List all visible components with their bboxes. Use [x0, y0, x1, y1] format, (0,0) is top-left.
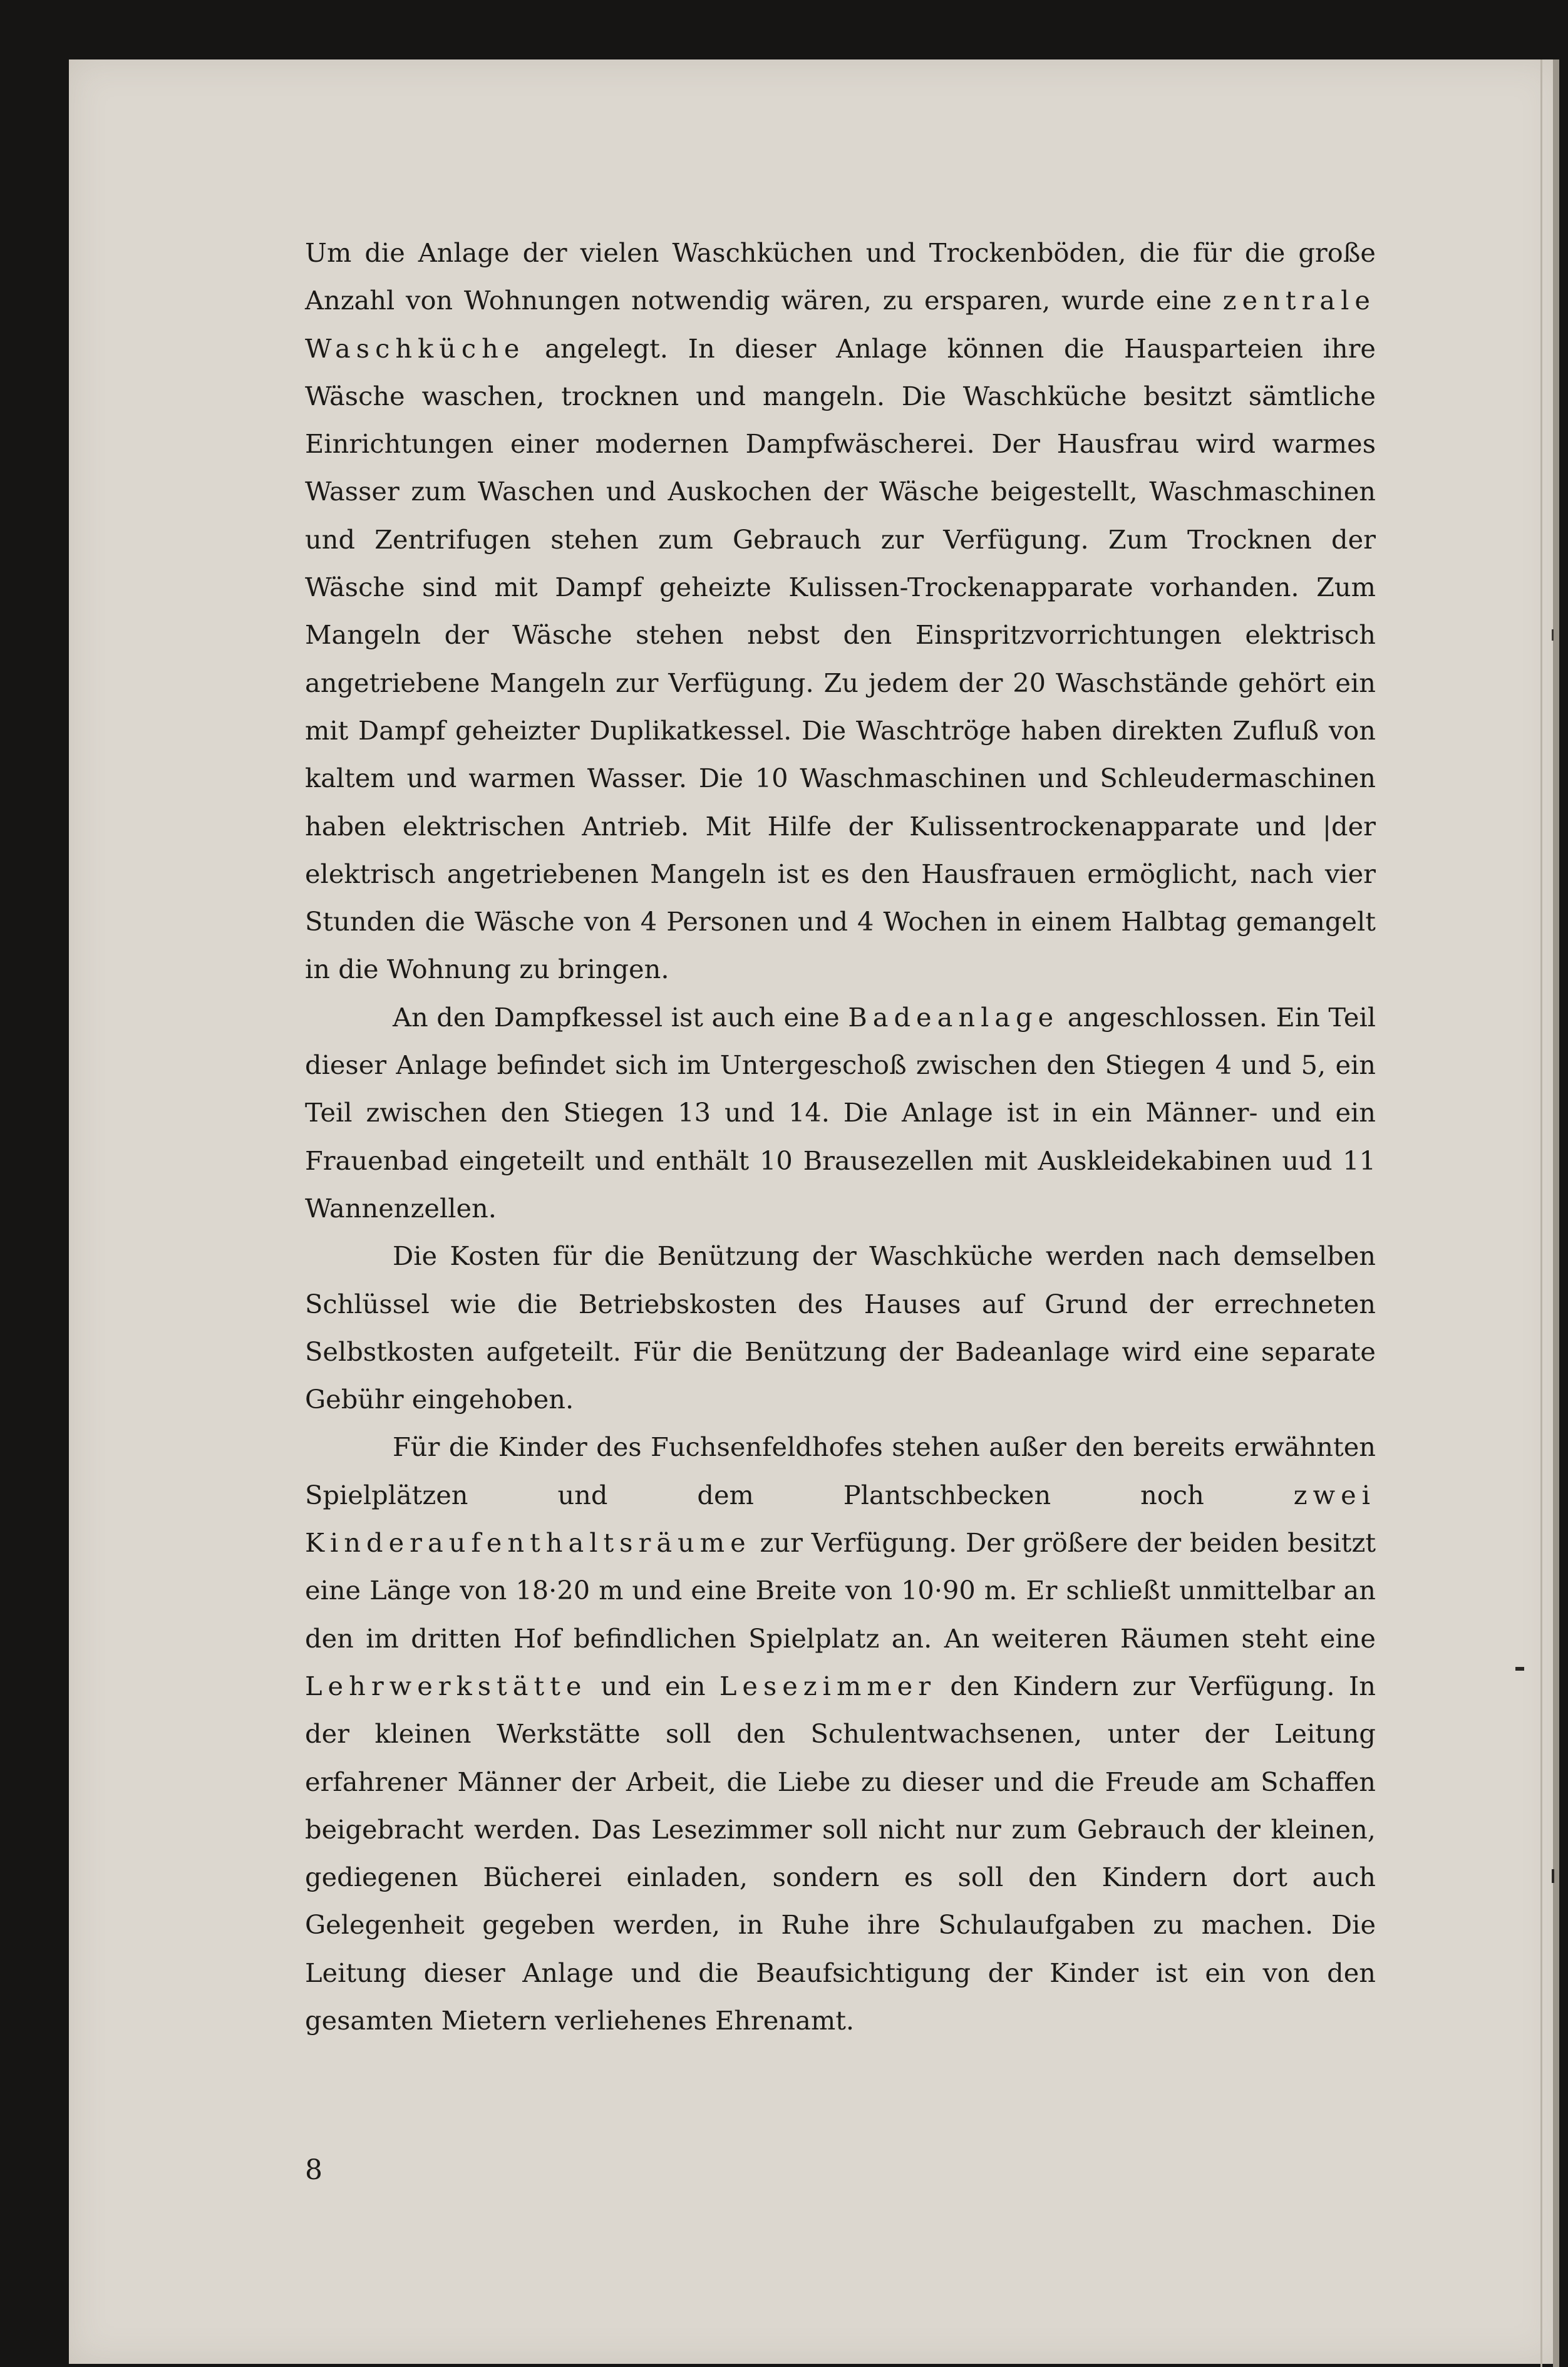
page-edge: [1553, 59, 1559, 2367]
text-run: An den Dampfkessel ist auch eine: [393, 1001, 848, 1033]
text-run: und ein: [587, 1670, 720, 1701]
margin-mark-dash: [1515, 1667, 1524, 1671]
text-run: Um die Anlage der vielen Waschküchen und Trockenböden, die für die große Anzahl von Wohnungen notwendig wären, zu ersparen, wurde eine: [305, 237, 1376, 316]
spaced-emphasis: Badeanlage: [848, 1001, 1060, 1033]
text-run: angelegt. In dieser Anlage können die Hausparteien ihre Wäsche waschen, trocknen und mangeln. Die Waschküche besitzt sämtliche Einrichtungen einer modernen Dampfwäscherei. Der Hausfrau wird warmes Wasser zum Waschen und Auskochen der Wäsche beigestellt, Waschmaschinen und Zentrifugen stehen zum Gebrauch zur Verfügung. Zum Trocknen der Wäsche sind mit Dampf geheizte Kulissen-Trockenapparate vorhanden. Zum Mangeln der Wäsche stehen nebst den Einspritzvorrichtungen elektrisch angetriebene Mangeln zur Verfügung. Zu jedem der 20 Waschstände gehört ein mit Dampf geheizter Duplikatkessel. Die Waschtröge haben direkten Zufluß von kaltem und warmen Wasser. Die 10 Waschmaschinen und Schleudermaschinen haben elektrischen Antrieb. Mit Hilfe der Kulissentrockenapparate und |der elektrisch angetriebenen Mangeln ist es den Hausfrauen ermöglicht, nach vier Stunden die Wäsche von 4 Personen und 4 Wochen in einem Halbtag gemangelt in die Wohnung zu bringen.: [305, 333, 1376, 985]
text-run: Die Kosten für die Benützung der Waschküche werden nach demselben Schlüssel wie die Betriebskosten des Hauses auf Grund der errechneten Selbstkosten aufgeteilt. Für die Benützung der Badeanlage wird eine separate Gebühr eingehoben.: [305, 1240, 1376, 1415]
paragraph-children: [305, 1423, 1376, 2045]
spaced-emphasis: zwei Kinderaufenthaltsräume: [305, 1479, 1376, 1559]
spaced-emphasis: zentrale Waschküche: [305, 285, 1376, 364]
text-run: den Kindern zur Verfügung. In der kleinen Werkstätte soll den Schulentwachsenen, unter der Leitung erfahrener Männer der Arbeit, die Liebe zu dieser und die Freude am Schaffen beigebracht werden. Das Lesezimmer soll nicht nur zum Gebrauch der kleinen, gediegenen Bücherei einladen, sondern es soll den Kindern dort auch Gelegenheit gegeben werden, in Ruhe ihre Schulaufgaben zu machen. Die Leitung dieser Anlage und die Beaufsichtigung der Kinder ist ein von den gesamten Mietern verliehenes Ehrenamt.: [305, 1670, 1376, 2036]
body-text: [305, 229, 1376, 2045]
margin-mark-tick-upper: [1552, 629, 1554, 641]
paragraph-laundry: [305, 229, 1376, 994]
margin-mark-tick: [1552, 1869, 1554, 1883]
text-run: angeschlossen. Ein Teil dieser Anlage befindet sich im Untergeschoß zwischen den Stiegen 4 und 5, ein Teil zwischen den Stiegen 13 und 14. Die Anlage ist in ein Männer- und ein Frauenbad eingeteilt und enthält 10 Brausezellen mit Auskleidekabinen uud 11 Wannenzellen.: [305, 1001, 1376, 1224]
paragraph-bath: [305, 994, 1376, 1232]
page-fold-line: [1540, 59, 1542, 2367]
spaced-emphasis: Lehrwerkstätte: [305, 1670, 587, 1701]
text-run: zur Verfügung. Der größere der beiden besitzt eine Länge von 18·20 m und eine Breite von 10·90 m. Er schließt unmittelbar an den im dritten Hof befindlichen Spielplatz an. An weiteren Räumen steht eine: [305, 1527, 1376, 1654]
page-number: 8: [305, 2154, 322, 2186]
text-run: Für die Kinder des Fuchsenfeldhofes stehen außer den bereits erwähnten Spielplätzen und dem Plantschbecken noch: [305, 1431, 1376, 1510]
paragraph-costs: [305, 1232, 1376, 1423]
spaced-emphasis: Lesezimmer: [719, 1670, 937, 1701]
